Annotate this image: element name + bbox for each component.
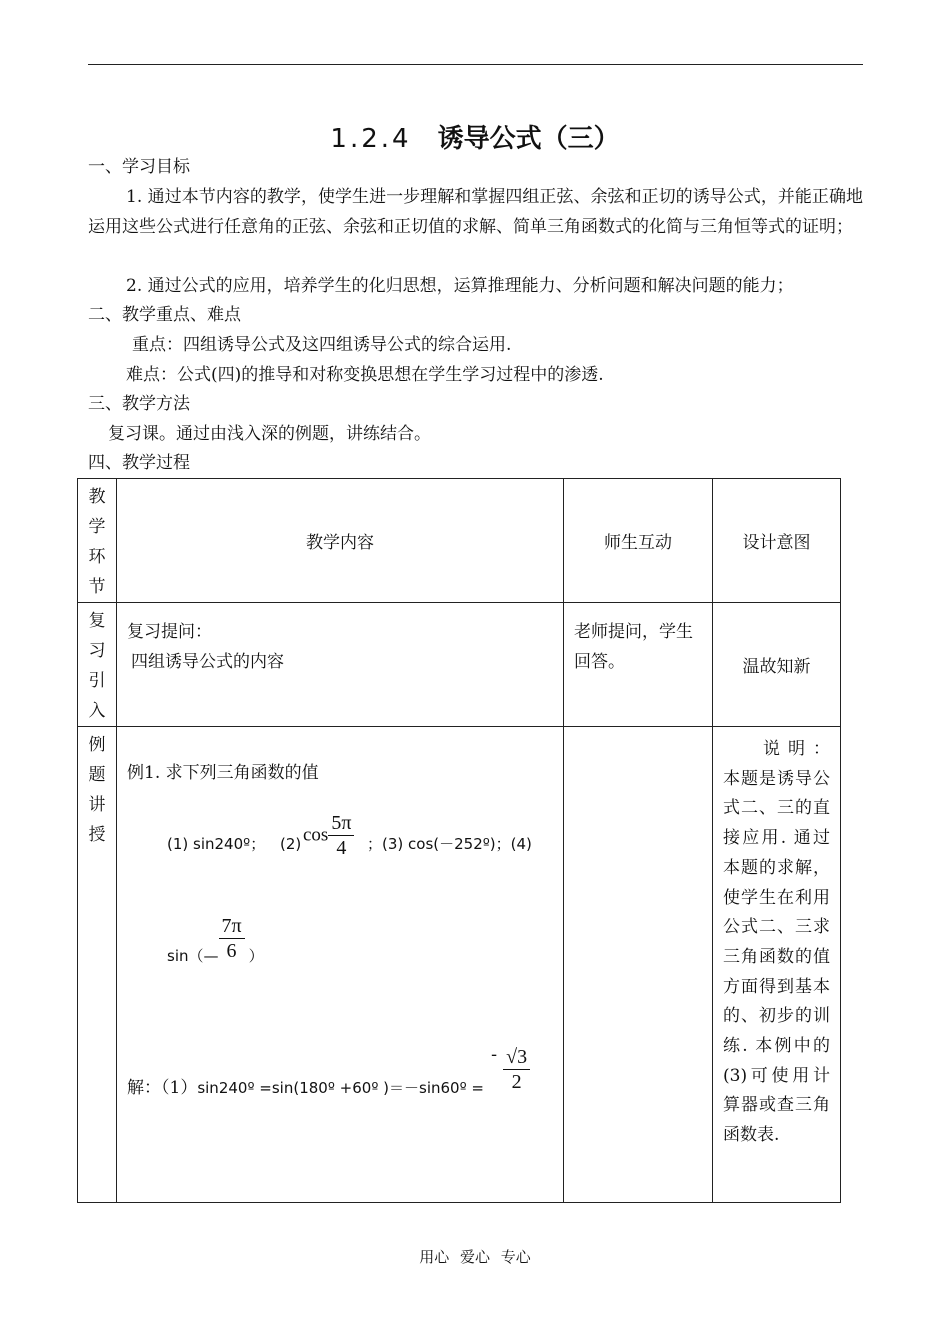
- stage-char: 复: [88, 611, 106, 631]
- row1-content: [117, 603, 564, 727]
- header-stage: [78, 479, 117, 603]
- review-question-text: 四组诱导公式的内容: [131, 652, 284, 672]
- q4-fraction: [219, 914, 245, 963]
- stage-char: 授: [88, 825, 106, 845]
- stage-char: 讲: [88, 795, 106, 815]
- q2-func: cos: [303, 824, 329, 846]
- title-text: 诱导公式（三）: [437, 124, 620, 154]
- row2-content: [117, 727, 564, 1203]
- row2-interaction: [564, 727, 713, 1203]
- stage-char: 入: [88, 701, 106, 721]
- section-number: 1.2.4: [330, 124, 412, 154]
- row2-stage: [78, 727, 117, 1203]
- review-question-label: 复习提问：: [127, 622, 212, 642]
- q2-label: (2): [280, 835, 302, 853]
- teaching-process-table: [77, 478, 841, 1203]
- solution-line: [127, 1073, 484, 1098]
- row2-intent: 说明：本题是诱导公式二、三的直接应用. 通过本题的求解，使学生在利用公式二、三求三角函数的值方面得到基本的、初步的训练. 本例中的(3)可使用计算器或查三角函数表.: [713, 727, 841, 1203]
- example-title: 例1. 求下列三角函数的值: [127, 763, 319, 783]
- page-footer: 用心 爱心 专心: [419, 1248, 531, 1266]
- heading-methods: 三、教学方法: [88, 394, 190, 414]
- stage-char: 教: [88, 487, 106, 507]
- table-row-review: [78, 603, 841, 727]
- solution-expression: sin240º =sin(180º +60º )＝－sin60º =: [197, 1079, 484, 1097]
- key-point: 重点：四组诱导公式及这四组诱导公式的综合运用.: [132, 335, 512, 355]
- q2-expression: [303, 811, 354, 860]
- objective-1: 1. 通过本节内容的教学，使学生进一步理解和掌握四组正弦、余弦和正切的诱导公式，并能正确地运用这些公式进行任意角的正弦、余弦和正切值的求解、简单三角函数式的化简与三角恒等式的证明；: [88, 187, 863, 237]
- example-q1: [167, 833, 301, 854]
- q1-text: (1) sin240º；: [167, 835, 266, 853]
- solution-denominator: 2: [511, 1071, 522, 1093]
- row1-interaction: 老师提问，学生回答。: [564, 603, 713, 727]
- q4-close: ）: [248, 947, 264, 965]
- header-content: 教学内容: [117, 479, 564, 603]
- table-header-row: [78, 479, 841, 603]
- q4-numerator: 7π: [219, 914, 245, 939]
- heading-key-points: 二、教学重点、难点: [88, 305, 241, 325]
- q2-numerator: 5π: [328, 811, 354, 836]
- stage-char: 例: [88, 735, 106, 755]
- solution-fraction: [503, 1045, 530, 1094]
- header-interaction: 师生互动: [564, 479, 713, 603]
- solution-numerator: √3: [503, 1045, 530, 1070]
- stage-char: 环: [88, 547, 106, 567]
- stage-char: 引: [88, 671, 106, 691]
- q4-func: sin（—: [167, 947, 219, 965]
- solution-result: [491, 1045, 530, 1094]
- stage-char: 节: [88, 577, 106, 597]
- heading-process: 四、教学过程: [88, 453, 190, 473]
- difficult-point: 难点：公式(四)的推导和对称变换思想在学生学习过程中的渗透.: [126, 365, 604, 385]
- table-row-examples: [78, 727, 841, 1203]
- q2-denominator: 4: [336, 837, 347, 859]
- page-title: [0, 118, 950, 155]
- row1-stage: [78, 603, 117, 727]
- header-intent: 设计意图: [713, 479, 841, 603]
- row1-intent: 温故知新: [713, 603, 841, 727]
- stage-char: 题: [88, 765, 106, 785]
- header-rule: [88, 64, 863, 65]
- q2-fraction: [328, 811, 354, 860]
- solution-minus: -: [491, 1045, 498, 1065]
- heading-objectives: 一、学习目标: [88, 157, 190, 177]
- example-q3: ；(3) cos(－252º)；(4): [367, 835, 532, 853]
- objective-2: 2. 通过公式的应用，培养学生的化归思想，运算推理能力、分析问题和解决问题的能力；: [126, 276, 794, 296]
- stage-char: 学: [88, 517, 106, 537]
- q4-denominator: 6: [226, 940, 237, 962]
- solution-label: 解：（1）: [127, 1078, 198, 1098]
- stage-char: 习: [88, 641, 106, 661]
- methods-text: 复习课。通过由浅入深的例题，讲练结合。: [108, 424, 431, 444]
